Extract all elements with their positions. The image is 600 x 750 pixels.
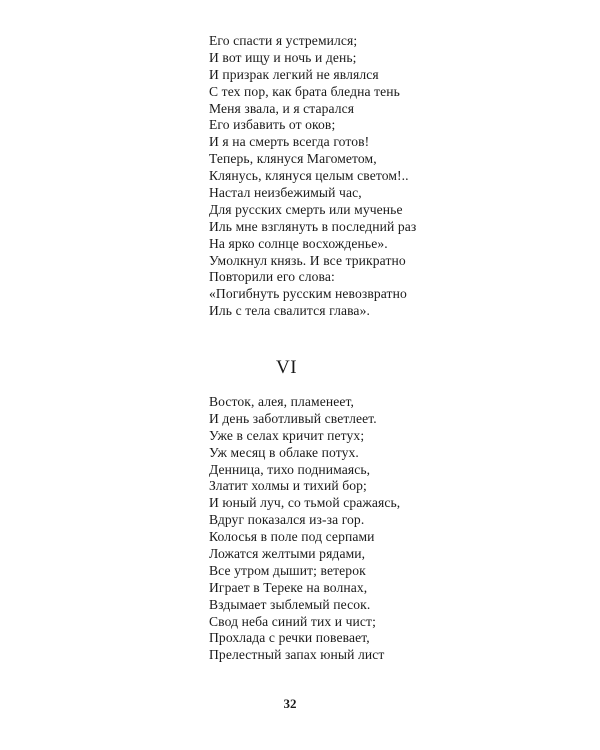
section-number-heading: VI <box>276 357 298 378</box>
verse-line: Все утром дышит; ветерок <box>209 562 366 578</box>
verse-line: Клянусь, клянуся целым светом!.. <box>209 168 409 184</box>
verse-line: Теперь, клянуся Магометом, <box>209 151 377 167</box>
verse-line: Прелестный запах юный лист <box>209 647 385 663</box>
verse-line: Вдруг показался из-за гор. <box>209 512 365 528</box>
verse-line: Ложатся желтыми рядами, <box>209 546 366 562</box>
verse-line: И я на смерть всегда готов! <box>209 134 370 150</box>
verse-line: Настал неизбежимый час, <box>209 185 362 201</box>
verse-line: Денница, тихо поднимаясь, <box>209 461 371 477</box>
verse-line: Иль мне взглянуть в последний раз <box>209 218 417 234</box>
verse-line: Уж месяц в облаке потух. <box>209 444 359 460</box>
verse-line: Свод неба синий тих и чист; <box>209 613 376 629</box>
verse-line: Его спасти я устремился; <box>209 33 358 48</box>
poem-stanza-lower <box>209 394 400 664</box>
verse-line: Для русских смерть или мученье <box>209 201 403 217</box>
verse-line: С тех пор, как брата бледна тень <box>209 83 400 99</box>
verse-line: «Погибнуть русским невозвратно <box>209 286 407 302</box>
verse-line: Уже в селах кричит петух; <box>209 427 365 443</box>
verse-line: Колосья в поле под серпами <box>209 529 375 545</box>
verse-line: И день заботливый светлеет. <box>209 410 377 426</box>
verse-line: Златит холмы и тихий бор; <box>209 478 367 494</box>
verse-line: И призрак легкий не являлся <box>209 66 379 82</box>
verse-line: На ярко солнце восхожденье». <box>209 235 388 251</box>
verse-line: Вздымает зыблемый песок. <box>209 596 371 612</box>
verse-line: Меня звала, и я старался <box>209 100 355 116</box>
verse-line: Восток, алея, пламенеет, <box>209 394 355 409</box>
verse-line: Играет в Тереке на волнах, <box>209 579 368 595</box>
verse-line: Повторили его слова: <box>209 269 335 285</box>
verse-line: Его избавить от оков; <box>209 117 336 133</box>
verse-line: Прохлада с речки повевает, <box>209 630 370 646</box>
page-number: 32 <box>283 696 297 711</box>
verse-line: Иль с тела свалится глава». <box>209 303 370 319</box>
verse-line: Умолкнул князь. И все трикратно <box>209 252 406 268</box>
poem-stanza-upper <box>209 33 416 320</box>
verse-line: И вот ищу и ночь и день; <box>209 49 357 65</box>
verse-line: И юный луч, со тьмой сражаясь, <box>209 495 401 511</box>
